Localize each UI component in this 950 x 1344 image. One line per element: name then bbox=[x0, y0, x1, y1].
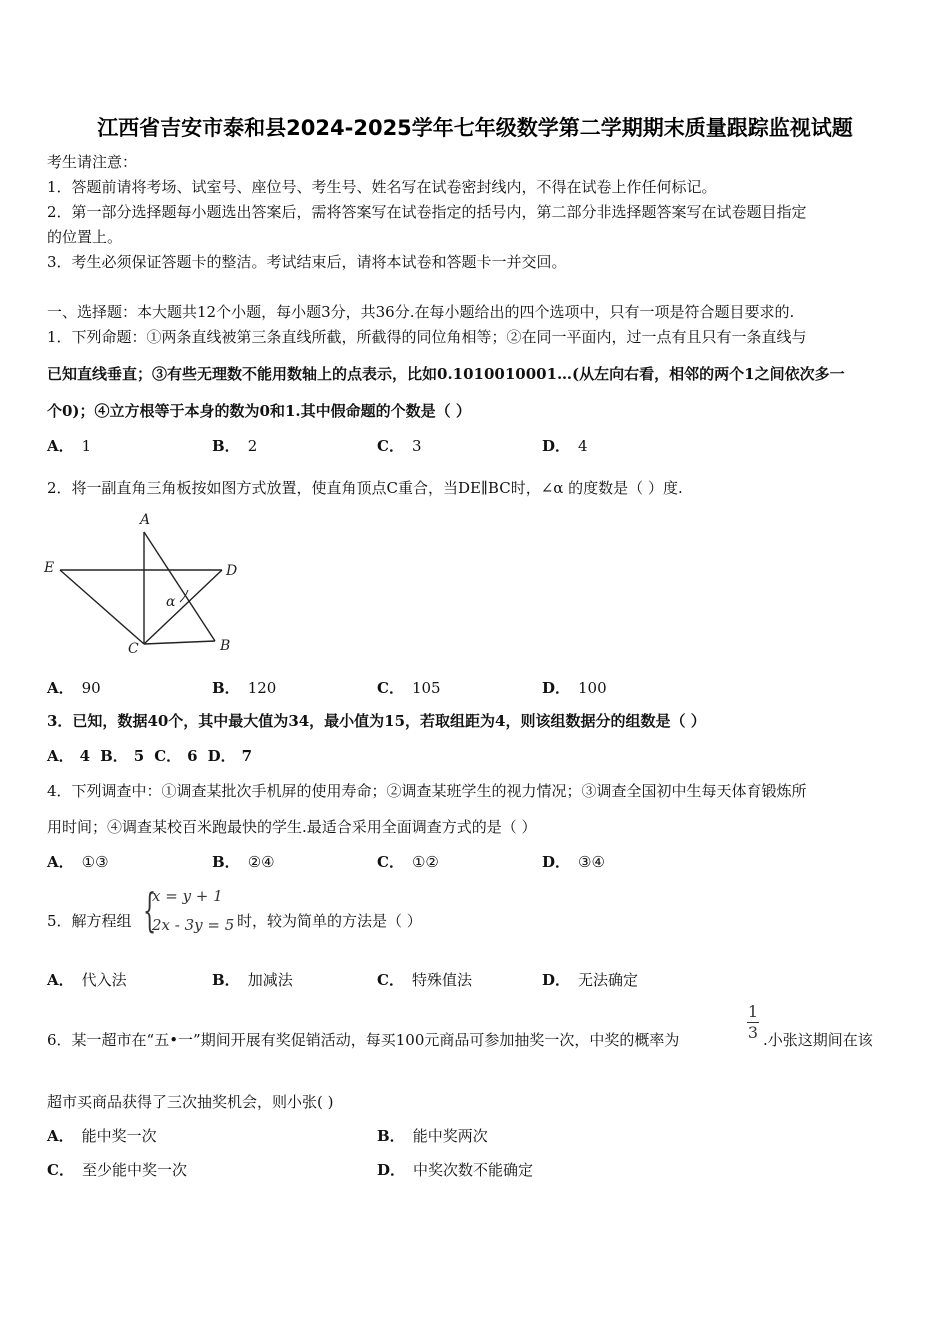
option-text: 6 bbox=[187, 747, 198, 765]
option-text: ②④ bbox=[247, 853, 275, 871]
option-letter: A． bbox=[47, 747, 74, 765]
notice-item-2-cont: 的位置上。 bbox=[47, 228, 123, 246]
fraction-denominator: 3 bbox=[747, 1023, 759, 1042]
option-letter: D． bbox=[542, 437, 571, 455]
option-text: 4 bbox=[79, 747, 91, 765]
q4-option-c[interactable] bbox=[377, 852, 439, 872]
notice-item-3: 3．考生必须保证答题卡的整洁。考试结束后，请将本试卷和答题卡一并交回。 bbox=[47, 253, 567, 271]
notice-item-2: 2．第一部分选择题每小题选出答案后，需将答案写在试卷指定的括号内，第二部分非选择题答案写在试卷题目指定 bbox=[47, 203, 807, 221]
option-text: 90 bbox=[81, 679, 101, 697]
probability-fraction bbox=[745, 1003, 761, 1042]
alpha-arc bbox=[180, 590, 188, 602]
equation-2: 2x - 3y = 5 bbox=[152, 916, 235, 934]
q1-option-a[interactable] bbox=[47, 436, 91, 456]
q4-option-a[interactable] bbox=[47, 852, 109, 872]
q6-line-1a: 6．某一超市在“五•一”期间开展有奖促销活动，每买100元商品可参加抽奖一次，中奖的概率为 bbox=[47, 1031, 680, 1049]
page-title: 江西省吉安市泰和县2024-2025学年七年级数学第二学期期末质量跟踪监视试题 bbox=[97, 116, 853, 140]
option-letter: C． bbox=[377, 437, 404, 455]
q4-line-1: 4．下列调查中：①调查某批次手机屏的使用寿命；②调查某班学生的视力情况；③调查全国初中生每天体育锻炼所 bbox=[47, 782, 807, 800]
option-letter: C． bbox=[47, 1161, 74, 1179]
option-letter: A． bbox=[47, 971, 74, 989]
option-letter: D． bbox=[542, 971, 571, 989]
notice-item-1: 1．答题前请将考场、试室号、座位号、考生号、姓名写在试卷密封线内，不得在试卷上作任何标记。 bbox=[47, 178, 717, 196]
option-text: 加减法 bbox=[247, 971, 293, 989]
option-text: 1 bbox=[81, 437, 92, 455]
option-letter: B． bbox=[212, 437, 240, 455]
q3-option-a[interactable] bbox=[47, 747, 100, 765]
option-text: 2 bbox=[247, 437, 258, 455]
option-text: ①③ bbox=[81, 853, 109, 871]
option-text: 能中奖两次 bbox=[412, 1127, 488, 1145]
equation-1: x = y + 1 bbox=[152, 887, 223, 905]
label-b: B bbox=[220, 638, 231, 654]
q6-option-d[interactable] bbox=[377, 1160, 533, 1180]
q1-option-b[interactable] bbox=[212, 436, 257, 456]
q3-options bbox=[47, 746, 262, 766]
option-letter: D． bbox=[377, 1161, 406, 1179]
option-text: 5 bbox=[133, 747, 145, 765]
q3-option-d[interactable] bbox=[208, 747, 262, 765]
q1-line-2: 已知直线垂直；③有些无理数不能用数轴上的点表示，比如0.1010010001…(从左向右看，相邻的两个1之间依次多一 bbox=[47, 365, 845, 383]
option-letter: B． bbox=[377, 1127, 405, 1145]
option-letter: B． bbox=[100, 747, 128, 765]
q6-option-a[interactable] bbox=[47, 1126, 157, 1146]
fraction-numerator: 1 bbox=[747, 1002, 759, 1021]
option-letter: A． bbox=[47, 679, 74, 697]
label-c: C bbox=[128, 641, 139, 657]
label-a: A bbox=[140, 512, 151, 528]
q2-text: 2．将一副直角三角板按如图方式放置，使直角顶点C重合，当DE∥BC时，∠α 的度数是（ ）度. bbox=[47, 479, 683, 497]
option-letter: D． bbox=[207, 747, 236, 765]
equation-system bbox=[143, 883, 243, 943]
option-letter: B． bbox=[212, 853, 240, 871]
option-text: 3 bbox=[411, 437, 422, 455]
q4-line-2: 用时间；④调查某校百米跑最快的学生.最适合采用全面调查方式的是（ ） bbox=[47, 818, 537, 836]
line-ec bbox=[60, 570, 144, 644]
option-letter: C． bbox=[377, 853, 404, 871]
q6-line-1b: .小张这期间在该 bbox=[763, 1031, 873, 1049]
q1-option-c[interactable] bbox=[377, 436, 422, 456]
option-letter: D． bbox=[542, 679, 571, 697]
q2-option-d[interactable] bbox=[542, 678, 607, 698]
q4-option-d[interactable] bbox=[542, 852, 605, 872]
q5-suffix: 时，较为简单的方法是（ ） bbox=[237, 912, 422, 930]
option-text: ①② bbox=[411, 853, 439, 871]
q5-option-d[interactable] bbox=[542, 970, 638, 990]
q5-prefix: 5．解方程组 bbox=[47, 912, 132, 930]
label-alpha: α bbox=[166, 594, 176, 610]
q1-option-d[interactable] bbox=[542, 436, 588, 456]
option-text: 无法确定 bbox=[578, 971, 639, 989]
q5-option-c[interactable] bbox=[377, 970, 472, 990]
option-text: 7 bbox=[241, 747, 253, 765]
section-heading: 一、选择题：本大题共12个小题，每小题3分，共36分.在每小题给出的四个选项中，只有一项是符合题目要求的. bbox=[47, 303, 795, 321]
option-text: 120 bbox=[247, 679, 277, 697]
option-letter: A． bbox=[47, 853, 74, 871]
q3-option-c[interactable] bbox=[154, 747, 207, 765]
option-letter: A． bbox=[47, 1127, 74, 1145]
q2-option-c[interactable] bbox=[377, 678, 441, 698]
label-e: E bbox=[44, 560, 55, 576]
option-letter: C． bbox=[377, 679, 404, 697]
option-text: 4 bbox=[578, 437, 588, 455]
q3-option-b[interactable] bbox=[100, 747, 154, 765]
option-letter: C． bbox=[377, 971, 404, 989]
triangle-figure bbox=[40, 510, 250, 660]
option-text: 能中奖一次 bbox=[81, 1127, 157, 1145]
option-text: ③④ bbox=[578, 853, 605, 871]
notice-heading: 考生请注意： bbox=[47, 153, 138, 171]
q5-option-b[interactable] bbox=[212, 970, 293, 990]
brace-symbol: { bbox=[143, 883, 157, 937]
q5-option-a[interactable] bbox=[47, 970, 127, 990]
option-text: 代入法 bbox=[81, 971, 127, 989]
option-text: 至少能中奖一次 bbox=[81, 1161, 187, 1179]
option-letter: A． bbox=[47, 437, 74, 455]
q6-option-b[interactable] bbox=[377, 1126, 488, 1146]
q2-option-a[interactable] bbox=[47, 678, 101, 698]
option-text: 100 bbox=[578, 679, 607, 697]
q3-text: 3．已知，数据40个，其中最大值为34，最小值为15，若取组距为4，则该组数据分的组数是（ ） bbox=[47, 712, 706, 730]
q6-line-2: 超市买商品获得了三次抽奖机会，则小张( ) bbox=[47, 1093, 334, 1111]
option-text: 105 bbox=[411, 679, 441, 697]
option-text: 特殊值法 bbox=[411, 971, 472, 989]
option-text: 中奖次数不能确定 bbox=[413, 1161, 534, 1179]
q4-option-b[interactable] bbox=[212, 852, 275, 872]
q1-line-3: 个0)；④立方根等于本身的数为0和1.其中假命题的个数是（ ） bbox=[47, 402, 471, 420]
line-cb bbox=[144, 641, 215, 644]
option-letter: C． bbox=[154, 747, 182, 765]
q2-option-b[interactable] bbox=[212, 678, 276, 698]
q6-option-c[interactable] bbox=[47, 1160, 187, 1180]
option-letter: B． bbox=[212, 971, 240, 989]
q1-line-1: 1．下列命题：①两条直线被第三条直线所截，所截得的同位角相等；②在同一平面内，过一点有且只有一条直线与 bbox=[47, 328, 807, 346]
label-d: D bbox=[226, 563, 238, 579]
option-letter: B． bbox=[212, 679, 240, 697]
option-letter: D． bbox=[542, 853, 571, 871]
